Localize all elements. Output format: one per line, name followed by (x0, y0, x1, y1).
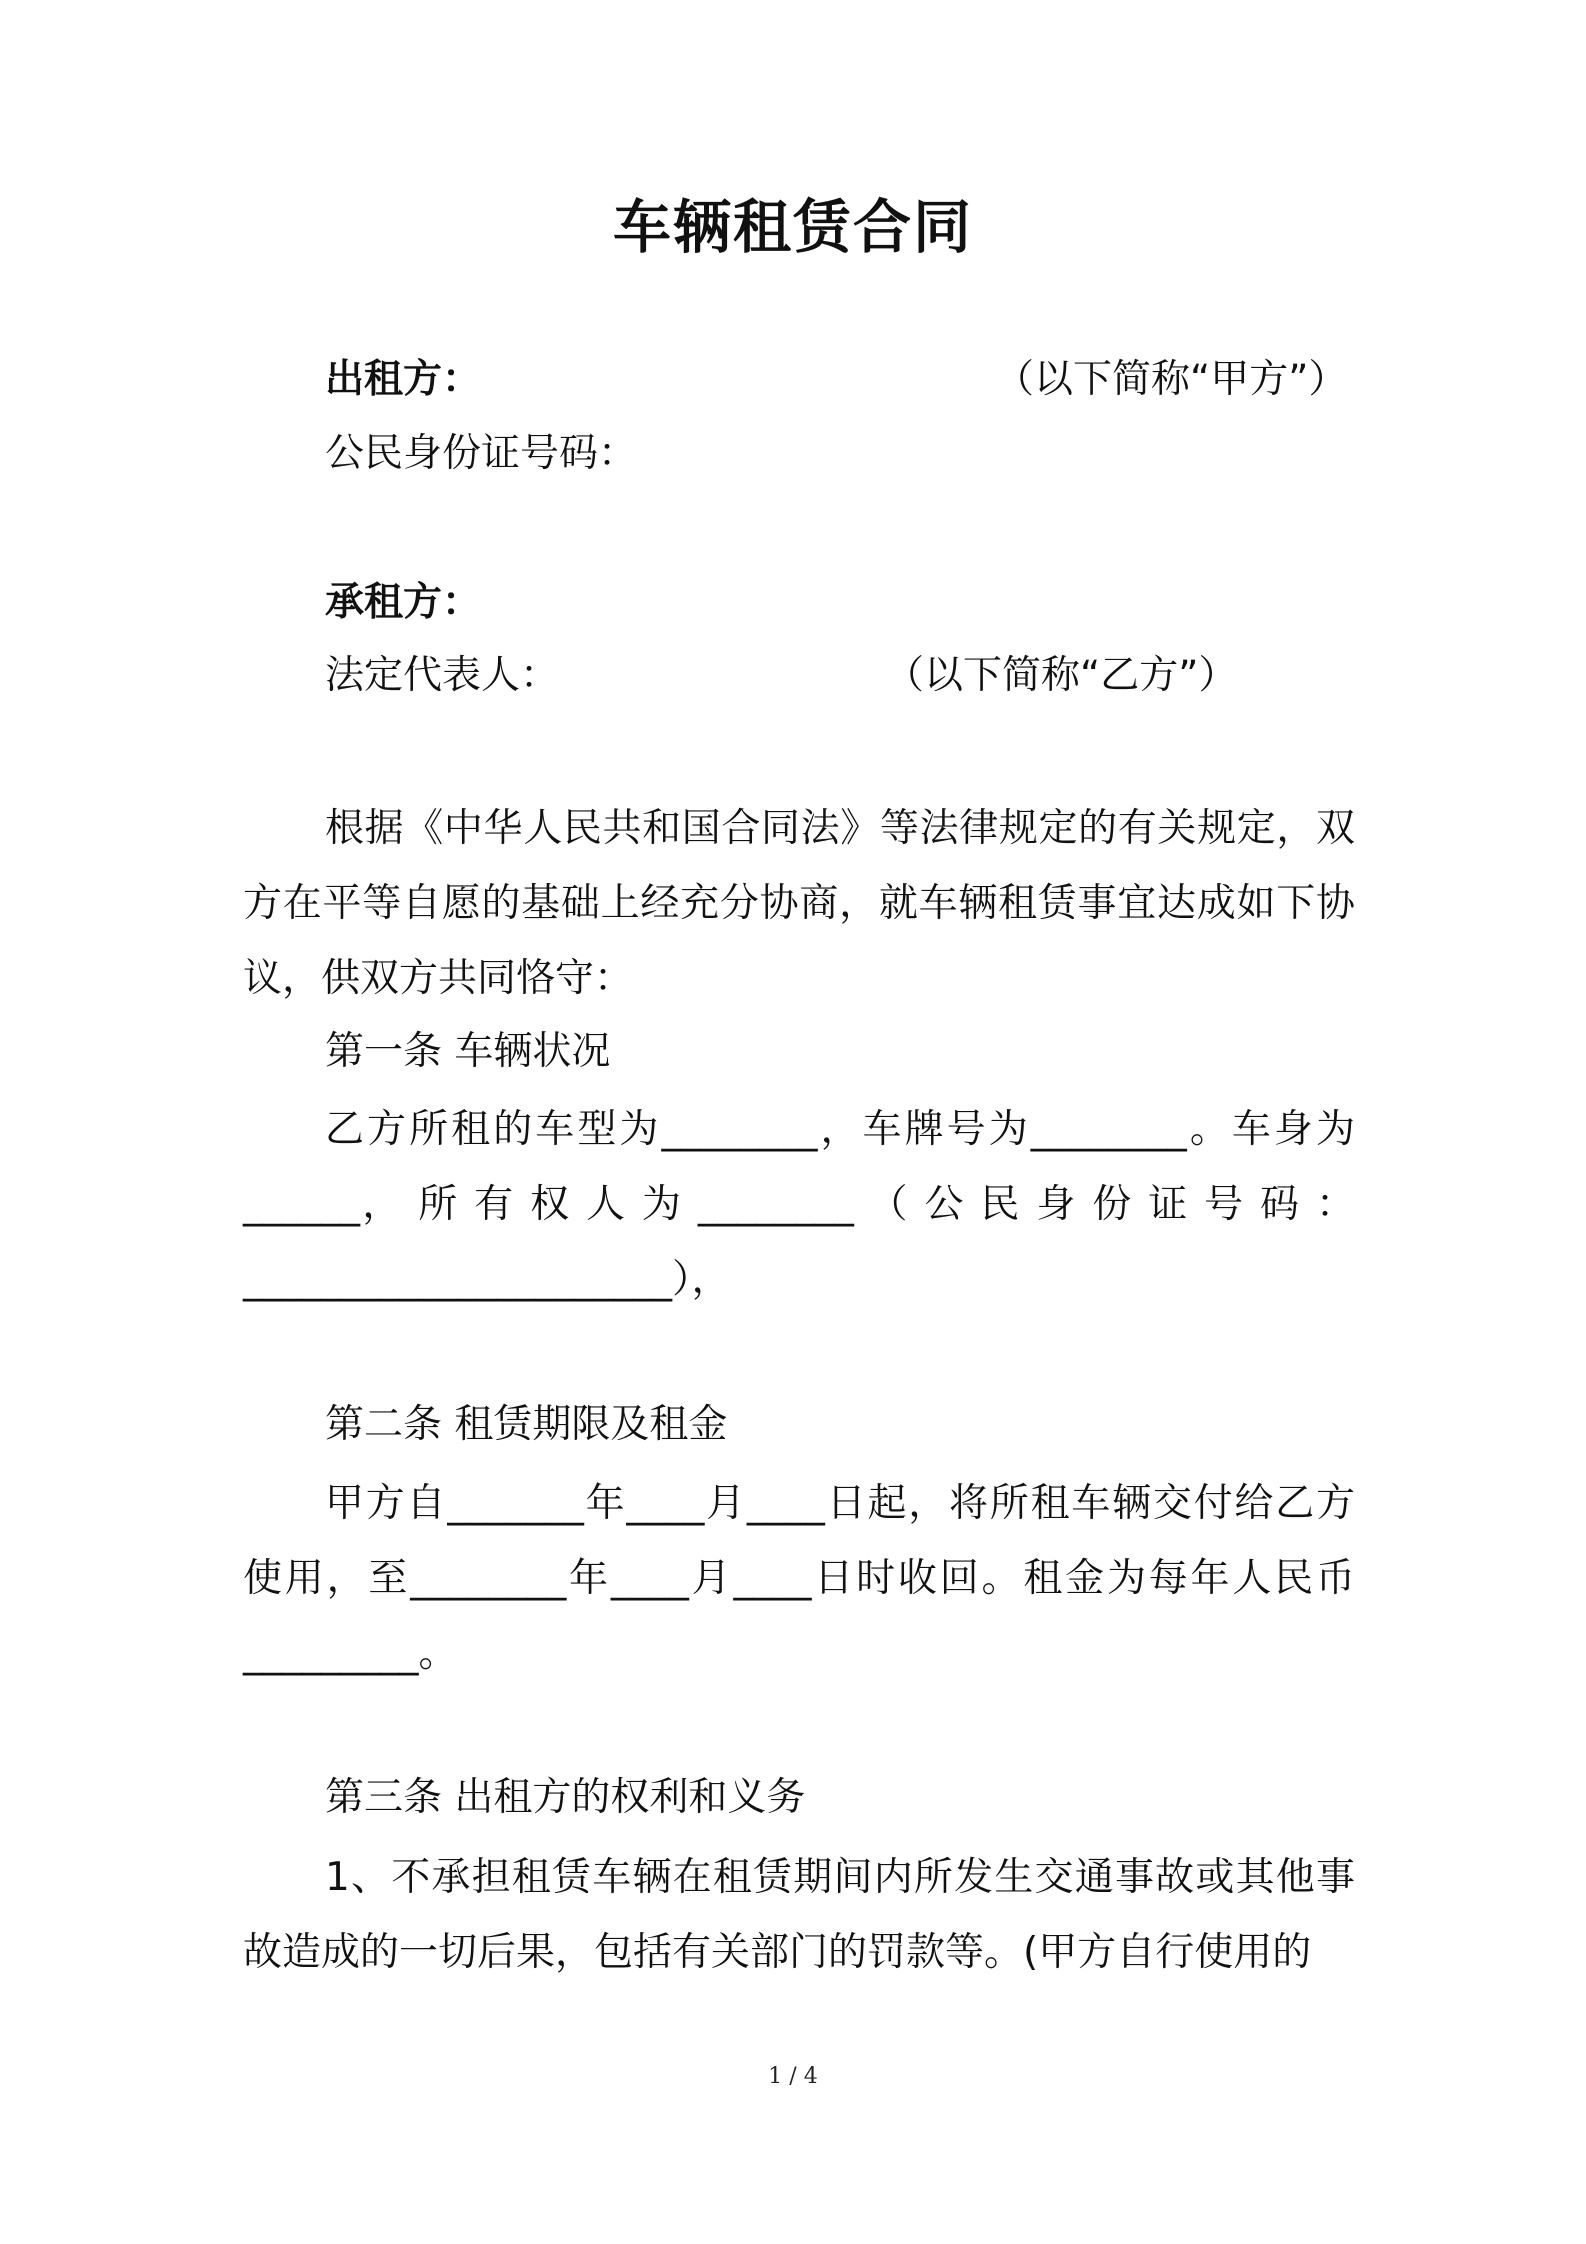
lessor-label: 出租方： (325, 357, 482, 402)
article-1-text: 乙方所租的车型为________，车牌号为________。车身为 ______， 所 有 权 人 为 ________ （ 公 民 身 份 证 号 码 ：______________________）， (243, 1107, 1355, 1302)
article-2-heading: 第二条 租赁期限及租金 (325, 1402, 728, 1447)
document-title: 车辆租赁合同 (612, 193, 973, 261)
legal-representative-label: 法定代表人： (325, 653, 560, 698)
article-1-heading: 第一条 车辆状况 (325, 1029, 611, 1074)
page-number: 1 / 4 (768, 2064, 818, 2089)
lessee-label: 承租方： (325, 580, 482, 625)
article-2-text: 甲方自_______年____月____日起，将所租车辆交付给乙方使用，至________年____月____日时收回。租金为每年人民币_________。 (243, 1481, 1355, 1676)
article-3-text: 1、不承担租赁车辆在租赁期间内所发生交通事故或其他事故造成的一切后果，包括有关部门的罚款等。(甲方自行使用的 (243, 1855, 1355, 1975)
id-number-label: 公民身份证号码： (325, 431, 638, 476)
article-3-heading: 第三条 出租方的权利和义务 (325, 1775, 806, 1820)
lessor-alias: （以下简称“甲方”） (995, 357, 1348, 402)
preamble-paragraph: 根据《中华人民共和国合同法》等法律规定的有关规定，双方在平等自愿的基础上经充分协商，就车辆租赁事宜达成如下协议，供双方共同恪守： (243, 806, 1355, 1001)
lessee-alias: （以下简称“乙方”） (885, 653, 1238, 698)
